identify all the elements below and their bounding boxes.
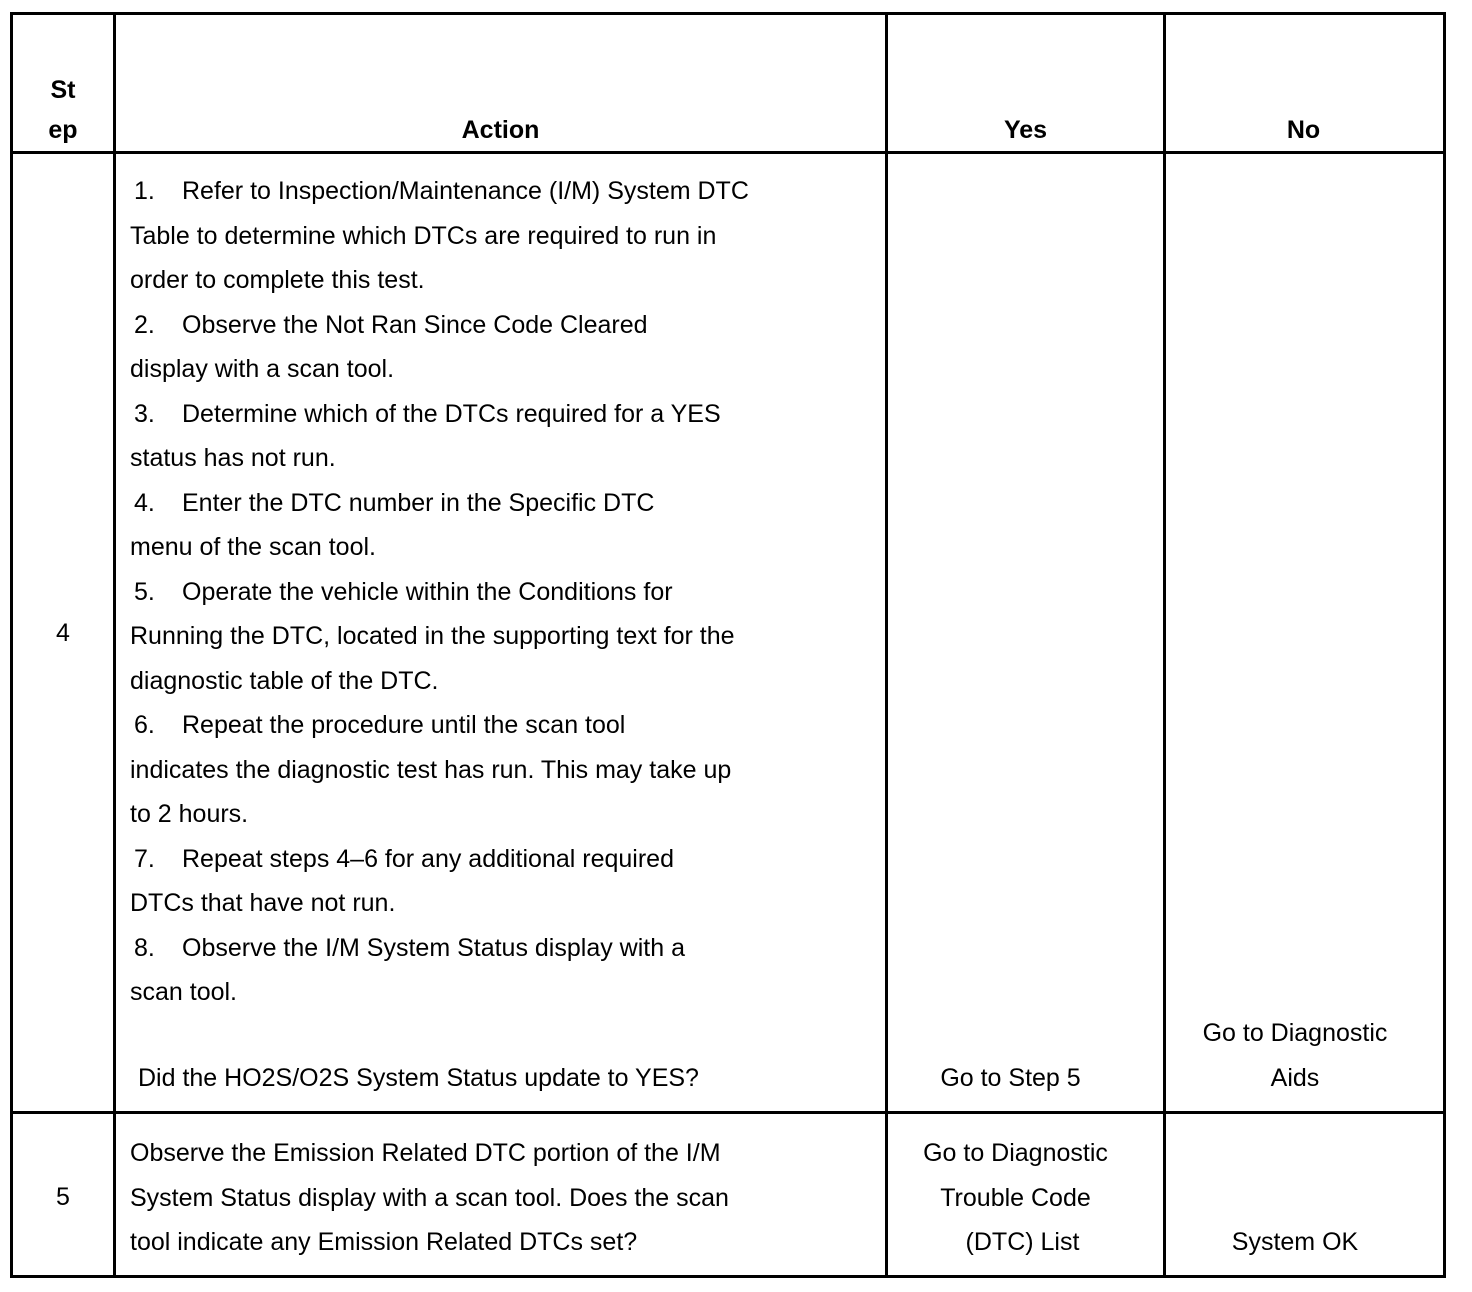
action-line: diagnostic table of the DTC. [130, 666, 439, 695]
action-line: DTCs that have not run. [130, 889, 396, 917]
action-line: 6. Repeat the procedure until the scan tool [134, 711, 626, 739]
action-line: to 2 hours. [130, 800, 249, 828]
question-step-4: Did the HO2S/O2S System Status update to YES? [138, 1064, 699, 1092]
action-line: display with a scan tool. [130, 355, 395, 383]
header-yes: Yes [1003, 116, 1048, 144]
action-list-step-5 [130, 1131, 875, 1265]
no-line: System OK [1231, 1228, 1359, 1256]
action-line: Running the DTC, located in the supporting text for the [130, 622, 735, 650]
yes-step-4 [888, 1056, 1133, 1101]
action-line: scan tool. [130, 978, 238, 1006]
action-line: 4. Enter the DTC number in the Specific DTC [134, 488, 655, 517]
header-action: Action [461, 116, 540, 144]
header-step-line1: St [50, 76, 76, 104]
action-line: 5. Operate the vehicle within the Conditions for [134, 577, 673, 606]
no-step-4 [1166, 1011, 1424, 1100]
column-divider [113, 15, 116, 1275]
action-line: tool indicate any Emission Related DTCs set? [130, 1228, 638, 1256]
yes-step-5 [888, 1131, 1143, 1265]
action-line: 2. Observe the Not Ran Since Code Cleared [134, 310, 648, 339]
action-line: indicates the diagnostic test has run. This may take up [130, 755, 732, 784]
header-divider [13, 151, 1443, 154]
action-line: Table to determine which DTCs are required to run in [130, 221, 717, 250]
step-number: 4 [56, 619, 70, 647]
header-step-line2: ep [48, 116, 78, 144]
action-list-step-4 [130, 169, 875, 1015]
header-no: No [1286, 116, 1321, 144]
action-line: Observe the Emission Related DTC portion of the I/M [130, 1139, 721, 1167]
action-line: 1. Refer to Inspection/Maintenance (I/M) System DTC [134, 177, 749, 205]
step-number: 5 [56, 1183, 70, 1211]
yes-line: Go to Diagnostic [923, 1139, 1108, 1167]
diagnostic-table [10, 12, 1446, 1278]
action-line: 8. Observe the I/M System Status display with a [134, 933, 685, 962]
action-line: 7. Repeat steps 4–6 for any additional required [134, 844, 674, 873]
yes-line: (DTC) List [965, 1228, 1080, 1256]
no-line: Go to Diagnostic [1202, 1019, 1388, 1047]
action-line: menu of the scan tool. [130, 533, 376, 561]
no-step-5 [1166, 1220, 1424, 1265]
yes-line: Trouble Code [940, 1183, 1091, 1212]
action-line: System Status display with a scan tool. Does the scan [130, 1183, 729, 1212]
no-line: Aids [1270, 1063, 1320, 1092]
row-divider [13, 1111, 1443, 1114]
action-line: status has not run. [130, 444, 336, 472]
header-step [13, 70, 113, 150]
action-line: order to complete this test. [130, 266, 425, 294]
action-line: 3. Determine which of the DTCs required for a YES [134, 399, 721, 428]
yes-line: Go to Step 5 [940, 1064, 1081, 1092]
